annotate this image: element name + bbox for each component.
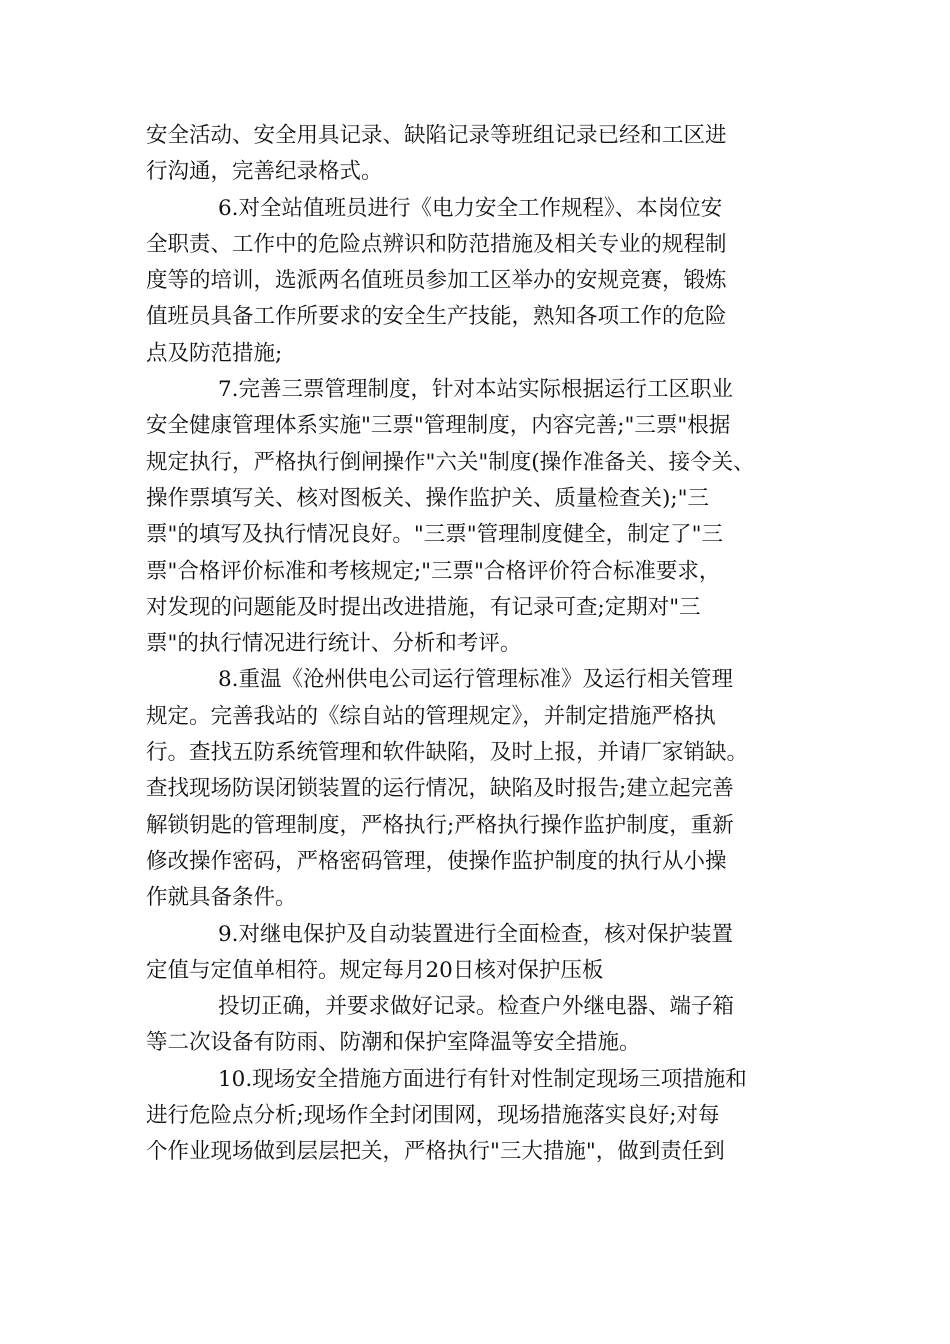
text-line: 票"的执行情况进行统计、分析和考评。 [146, 631, 522, 657]
text-line: 解锁钥匙的管理制度，严格执行;严格执行操作监护制度，重新 [146, 812, 734, 838]
text-line: 票"合格评价标准和考核规定;"三票"合格评价符合标准要求， [146, 558, 721, 584]
text-line: 查找现场防误闭锁装置的运行情况，缺陷及时报告;建立起完善 [146, 776, 734, 802]
text-line: 安全健康管理体系实施"三票"管理制度，内容完善;"三票"根据 [146, 413, 731, 439]
text-line: 等二次设备有防雨、防潮和保护室降温等安全措施。 [146, 1030, 641, 1056]
text-line: 操作票填写关、核对图板关、操作监护关、质量检查关);"三 [146, 485, 710, 511]
text-line: 全职责、工作中的危险点辨识和防范措施及相关专业的规程制 [146, 231, 727, 257]
text-line: 规定。完善我站的《综自站的管理规定》，并制定措施严格执 [146, 703, 716, 729]
text-line: 规定执行，严格执行倒闸操作"六关"制度(操作准备关、接令关、 [146, 449, 755, 475]
text-line: 9.对继电保护及自动装置进行全面检查，核对保护装置 [218, 921, 734, 947]
text-line: 度等的培训，选派两名值班员参加工区举办的安规竞赛，锻炼 [146, 268, 727, 294]
text-line: 10.现场安全措施方面进行有针对性制定现场三项措施和 [218, 1066, 747, 1092]
document-body [146, 118, 826, 1171]
text-line: 修改操作密码，严格密码管理，使操作监护制度的执行从小操 [146, 848, 727, 874]
text-line: 定值与定值单相符。规定每月20日核对保护压板 [146, 957, 604, 983]
text-line: 行沟通，完善纪录格式。 [146, 159, 383, 185]
text-line: 行。查找五防系统管理和软件缺陷，及时上报，并请厂家销缺。 [146, 740, 749, 766]
text-line: 点及防范措施; [146, 340, 283, 366]
text-line: 6.对全站值班员进行《电力安全工作规程》、本岗位安 [218, 195, 723, 221]
text-line: 票"的填写及执行情况良好。"三票"管理制度健全，制定了"三 [146, 522, 724, 548]
text-line: 值班员具备工作所要求的安全生产技能，熟知各项工作的危险 [146, 304, 727, 330]
text-line: 个作业现场做到层层把关，严格执行"三大措施"，做到责任到 [146, 1139, 725, 1165]
text-line: 对发现的问题能及时提出改进措施，有记录可查;定期对"三 [146, 594, 701, 620]
text-line: 进行危险点分析;现场作全封闭围网，现场措施落实良好;对每 [146, 1103, 720, 1129]
text-line: 安全活动、安全用具记录、缺陷记录等班组记录已经和工区进 [146, 123, 727, 148]
text-line: 7.完善三票管理制度，针对本站实际根据运行工区职业 [218, 377, 734, 403]
text-line: 8.重温《沧州供电公司运行管理标准》及运行相关管理 [218, 667, 734, 693]
text-line: 作就具备条件。 [146, 885, 297, 911]
text-line: 投切正确，并要求做好记录。检查户外继电器、端子箱 [218, 994, 735, 1020]
